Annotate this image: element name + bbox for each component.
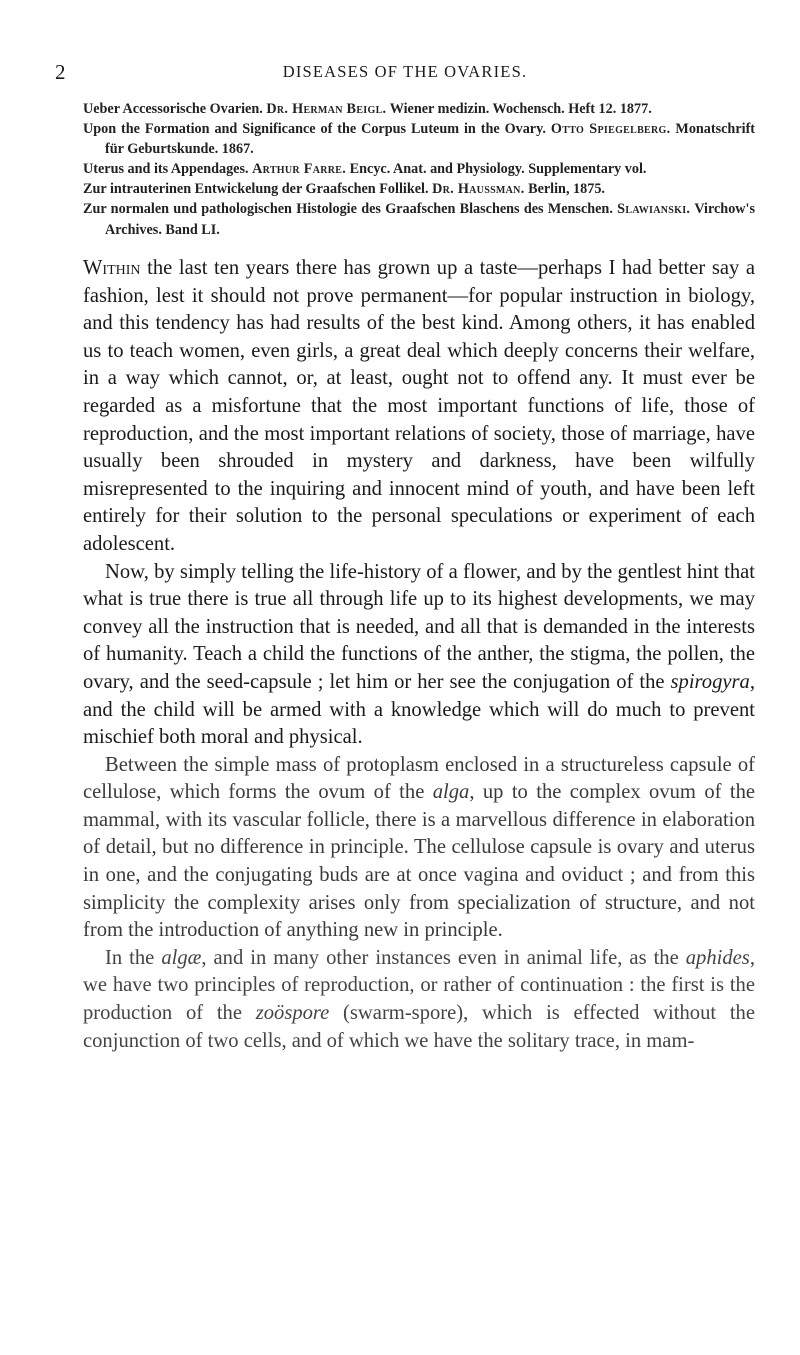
- bibliography-entry: [83, 179, 755, 199]
- bib-title: Uterus and its Appendages.: [83, 161, 249, 178]
- bib-source: Encyc. Anat. and Physiology. Supplementary vol.: [349, 161, 647, 178]
- paragraph-text: In the: [105, 946, 162, 969]
- italic-term: spirogyra: [670, 670, 750, 693]
- paragraph-text: , and in many other instances even in animal life, as the: [201, 946, 686, 969]
- paragraph: [83, 752, 755, 945]
- bib-author: Dr. Herman Beigl.: [266, 101, 387, 117]
- italic-term: algæ: [161, 946, 202, 969]
- bibliography-entry: [83, 199, 755, 239]
- paragraph-text: (swarm-spore), which is effected without the conjunction of two cells, and of which we have the solitary trace, in mam-: [83, 1002, 755, 1052]
- bib-author: Dr. Haussman.: [432, 181, 525, 198]
- bibliography-entry: [83, 119, 755, 159]
- italic-term: alga: [432, 781, 470, 804]
- bib-author: Otto Spiegelberg.: [550, 121, 671, 138]
- paragraph-text: the last ten years there has grown up a taste—perhaps I had better say a fashion, lest it should not prove permanent—for popular instruction in biology, and this tendency has had results of the best kind. Among others, it has enabled us to teach women, even girls, a great deal which deeply concerns their welfare, in a way which cannot, or, at least, ought not to offend any. It must ever be regarded as a misfortune that the most important functions of life, those of reproduction, and the most important relations of society, those of marriage, have usually been shrouded in mystery and darkness, have been wilfully misrepresented to the inquiring and innocent mind of youth, and have been left entirely for their solution to the personal speculations or experiment of each adolescent.: [83, 257, 755, 555]
- page-number: 2: [55, 60, 66, 84]
- bibliography-entry: [83, 159, 755, 179]
- paragraph-text: , up to the complex ovum of the mammal, with its vascular follicle, there is a marvellous difference in elaboration of detail, but no difference in principle. The cellulose capsule is ovary and uterus in one, and the conjugating buds are at once vagina and oviduct ; and from this simplicity the complexity arises only from specialization of structure, and not from the introduction of anything new in principle.: [83, 781, 756, 942]
- paragraph-text: , we have two principles of reproduction, or rather of continuation : the first is the production of the: [83, 946, 755, 1025]
- bib-author: Arthur Farre.: [252, 161, 347, 178]
- bibliography-entry: [83, 99, 755, 119]
- paragraph: [83, 945, 755, 1055]
- paragraph: [83, 255, 755, 559]
- body-text: [83, 255, 755, 1055]
- paragraph-text: Now, by simply telling the life-history of a flower, and by the gentlest hint that what is true there is true all through life up to its highest developments, we may convey all the instruction that is needed, and all that is demanded in the interests of humanity. Teach a child the functions of the anther, the stigma, the pollen, the ovary, and the seed-capsule ; let him or her see the conjugation of the: [83, 560, 755, 693]
- page-header: [55, 60, 755, 84]
- paragraph-text: Between the simple mass of protoplasm enclosed in a structureless capsule of cellulose, which forms the ovum of the: [83, 753, 755, 804]
- paragraph: [83, 559, 755, 752]
- running-head: DISEASES OF THE OVARIES.: [282, 62, 528, 81]
- bib-title: Zur normalen und pathologischen Histologie des Graafschen Blaschens des Menschen.: [83, 201, 613, 218]
- italic-term: zoöspore: [255, 1002, 330, 1025]
- bib-title: Zur intrauterinen Entwickelung der Graafschen Follikel.: [83, 181, 429, 198]
- italic-term: aphides: [685, 946, 750, 969]
- bibliography-list: [83, 99, 755, 240]
- bib-source: Berlin, 1875.: [528, 181, 605, 198]
- bib-source: Monatschrift für Geburtskunde. 1867.: [105, 121, 756, 158]
- bib-title: Upon the Formation and Significance of the Corpus Luteum in the Ovary.: [83, 121, 546, 138]
- bib-source: Wiener medizin. Wochensch. Heft 12. 1877.: [389, 101, 652, 117]
- bib-source: Virchow's Archives. Band LI.: [105, 201, 756, 238]
- bib-author: Slawianski.: [617, 201, 691, 218]
- paragraph-lead-in: Within: [83, 257, 141, 279]
- paragraph-text: , and the child will be armed with a knowledge which will do much to prevent mischief both moral and physical.: [83, 670, 755, 749]
- bib-title: Ueber Accessorische Ovarien.: [83, 101, 263, 117]
